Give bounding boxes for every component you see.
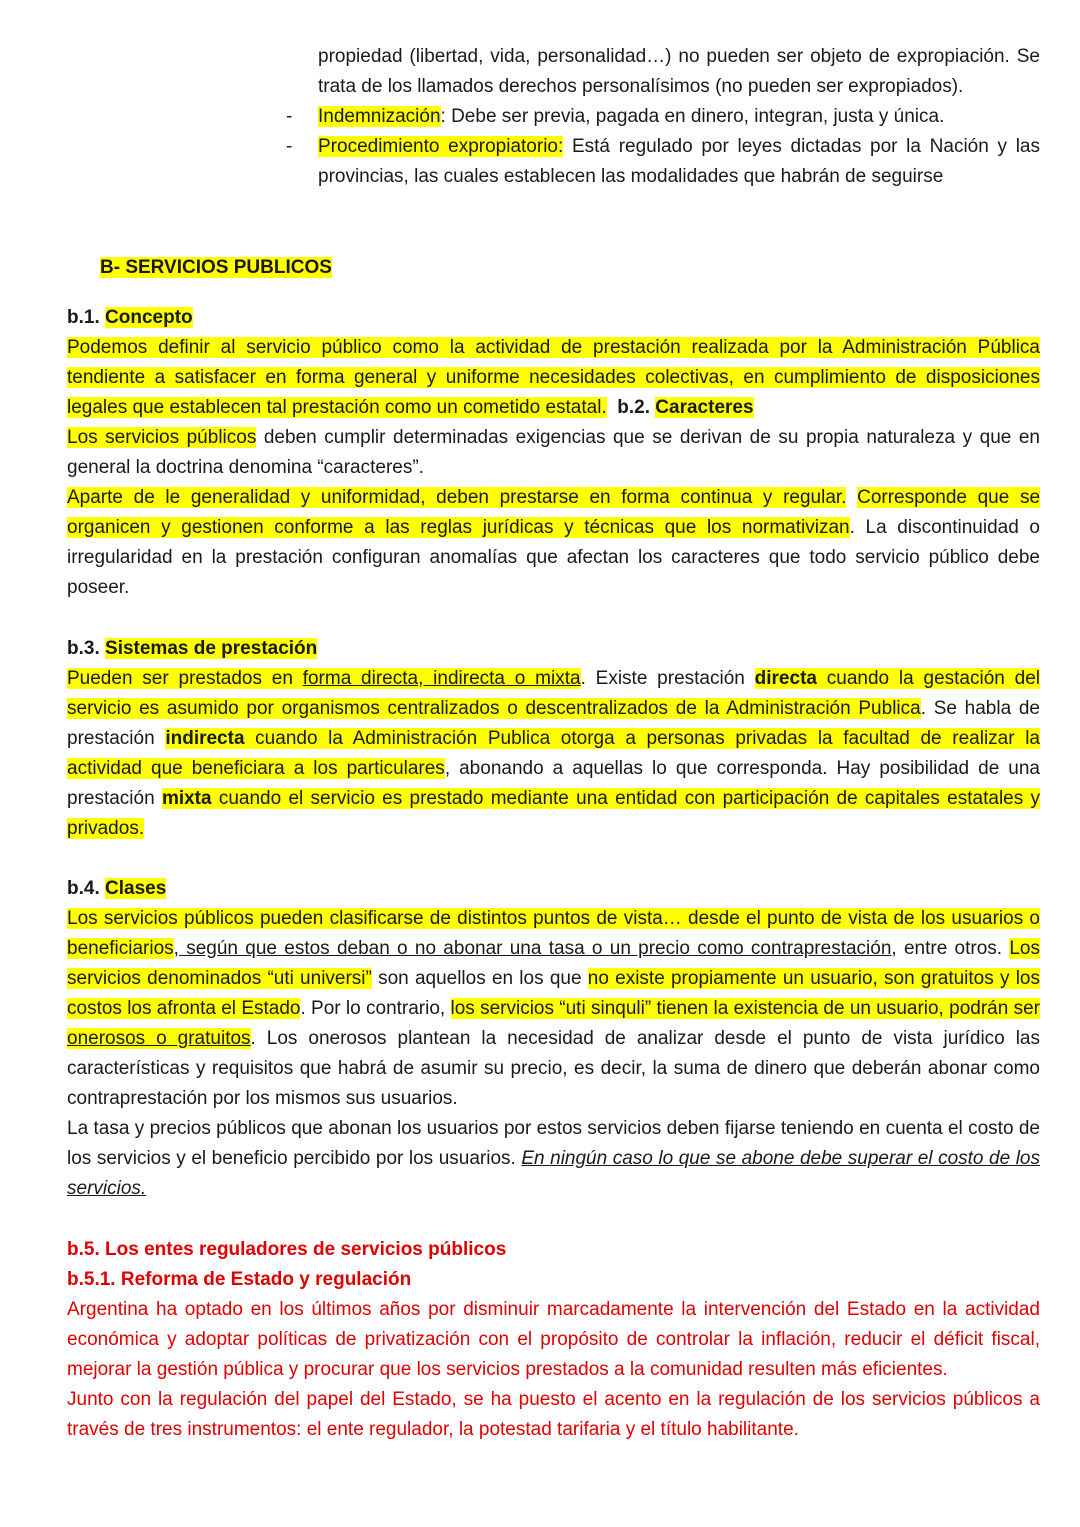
b4-title: Clases: [105, 878, 167, 899]
section-b5: [67, 1235, 1040, 1445]
b1-text: Podemos definir al servicio público como la actividad de prestación realizada por la Administración Pública tendiente a satisfacer en forma general y uniforme necesidades colectivas, en cumplimiento de disposiciones legales que establecen tal prestación como un cometido estatal.: [67, 337, 1040, 418]
b4-p7: no existe propiamente un usuario, son gratuitos y los costos los afronta el Estado: [67, 968, 1040, 1019]
indemnizacion-label: Indemnización: [318, 106, 441, 127]
b3-heading: [67, 634, 1040, 664]
b2-paragraph-2: [67, 483, 1040, 603]
b4-p9: los servicios “uti sinquli” tienen la existencia de un usuario, podrán ser: [450, 998, 1040, 1019]
b4-number: b.4.: [67, 878, 106, 899]
b4-paragraph-1: [67, 904, 1040, 1114]
b2-text1-highlight: Los servicios públicos: [67, 427, 257, 448]
expropiation-continuation: [286, 42, 1040, 192]
b3-p5: cuando la gestación del servicio es asumido por organismos centralizados o descentralizados de la Administración Publica: [67, 668, 1040, 719]
list-item-procedimiento: [286, 132, 1040, 192]
b5-paragraph-2: Junto con la regulación del papel del Estado, se ha puesto el acento en la regulación de los servicios públicos a través de tres instrumentos: el ente regulador, la potestad tarifaria y el título habilitante.: [67, 1389, 1040, 1440]
section-b-heading: [100, 253, 332, 283]
b3-p11: cuando el servicio es prestado mediante una entidad con participación de capitales estatales y privados.: [67, 788, 1040, 839]
b1-heading: [67, 303, 1040, 333]
b5-paragraph-1: Argentina ha optado en los últimos años por disminuir marcadamente la intervención del Estado en la actividad económica y adoptar políticas de privatización con el propósito de controlar la inflación, reducir el déficit fiscal, mejorar la gestión pública y procurar que los servicios prestados a la comunidad resulten más eficientes.: [67, 1299, 1040, 1380]
b1-paragraph: [67, 333, 1040, 423]
b4-p3: , según que estos deban o no abonar una tasa o un precio como contraprestación: [173, 938, 892, 959]
b1-title: Concepto: [105, 307, 193, 328]
b5-1-title: b.5.1. Reforma de Estado y regulación: [67, 1269, 412, 1290]
b4-p11: . Los onerosos plantean la necesidad de analizar desde el punto de vista jurídico las características y requisitos que habrá de asumir su precio, es decir, la suma de dinero que deberán abonar como contraprestación por los mismos sus usuarios.: [67, 1028, 1040, 1109]
b3-p2: forma directa, indirecta o mixta: [302, 668, 581, 689]
b4-p5: Los servicios denominados “uti universi”: [67, 938, 1040, 989]
b4-p13: En ningún caso lo que se abone debe superar el costo de los servicios.: [67, 1148, 1040, 1199]
b5-title: b.5. Los entes reguladores de servicios públicos: [67, 1239, 507, 1260]
b2-paragraph-1: [67, 423, 1040, 483]
b3-p8: cuando la Administración Publica otorga a personas privadas la facultad de realizar la actividad que beneficiara a los particulares: [67, 728, 1040, 779]
list-item-indemnizacion: [286, 102, 1040, 132]
b4-p8: . Por lo contrario,: [300, 998, 451, 1019]
b4-p12: La tasa y precios públicos que abonan los usuarios por estos servicios deben fijarse teniendo en cuenta el costo de los servicios y el beneficio percibido por los usuarios.: [67, 1118, 1040, 1169]
dash-bullet: -: [286, 136, 293, 157]
b4-p1: Los servicios públicos pueden clasificarse de distintos puntos de vista…: [67, 908, 682, 929]
b3-title: Sistemas de prestación: [105, 638, 318, 659]
b2-text2-highlight2: Corresponde que se organicen y gestionen conforme a las reglas jurídicas y técnicas que los normativizan: [67, 487, 1041, 538]
section-b1: [67, 303, 1040, 603]
b4-p4: , entre otros.: [891, 938, 1010, 959]
b3-p6: . Se habla de prestación: [67, 698, 1041, 749]
section-b3: [67, 634, 1040, 844]
procedimiento-label: Procedimiento expropiatorio:: [318, 136, 564, 157]
b3-directa: directa: [754, 668, 817, 689]
b3-p1: Pueden ser prestados en: [67, 668, 303, 689]
b2-text1-rest: deben cumplir determinadas exigencias que se derivan de su propia naturaleza y que en general la doctrina denomina “caracteres”.: [67, 427, 1040, 478]
b2-text2-rest: . La discontinuidad o irregularidad en la prestación configuran anomalías que afectan los caracteres que todo servicio público debe poseer.: [67, 517, 1040, 598]
indemnizacion-text: : Debe ser previa, pagada en dinero, integran, justa y única.: [440, 106, 945, 127]
b1-number: b.1.: [67, 307, 106, 328]
b2-title: Caracteres: [655, 397, 754, 418]
section-b-title: B- SERVICIOS PUBLICOS: [100, 257, 332, 278]
dash-bullet: -: [286, 106, 293, 127]
b3-p3: . Existe prestación: [580, 668, 755, 689]
b4-paragraph-2: [67, 1114, 1040, 1204]
b4-p6: son aquellos en los que: [371, 968, 588, 989]
b4-heading: [67, 874, 1040, 904]
b3-mixta: mixta: [161, 788, 212, 809]
b2-text2-highlight1: Aparte de le generalidad y uniformidad, deben prestarse en forma continua y regular.: [67, 487, 847, 508]
b4-p10: onerosos o gratuitos: [67, 1028, 251, 1049]
intro-paragraph: propiedad (libertad, vida, personalidad…) no pueden ser objeto de expropiación. Se trata de los llamados derechos personalísimos (no pueden ser expropiados).: [318, 46, 1040, 97]
b3-paragraph: [67, 664, 1040, 844]
b2-number: b.2.: [617, 397, 656, 418]
section-b4: [67, 874, 1040, 1204]
b4-p2: desde el punto de vista de los usuarios o beneficiarios: [67, 908, 1040, 959]
b3-number: b.3.: [67, 638, 106, 659]
b3-indirecta: indirecta: [165, 728, 245, 749]
b3-p9: , abonando a aquellas lo que corresponda. Hay posibilidad de una prestación: [67, 758, 1040, 809]
procedimiento-text: Está regulado por leyes dictadas por la Nación y las provincias, las cuales establecen las modalidades que habrán de seguirse: [318, 136, 1040, 187]
